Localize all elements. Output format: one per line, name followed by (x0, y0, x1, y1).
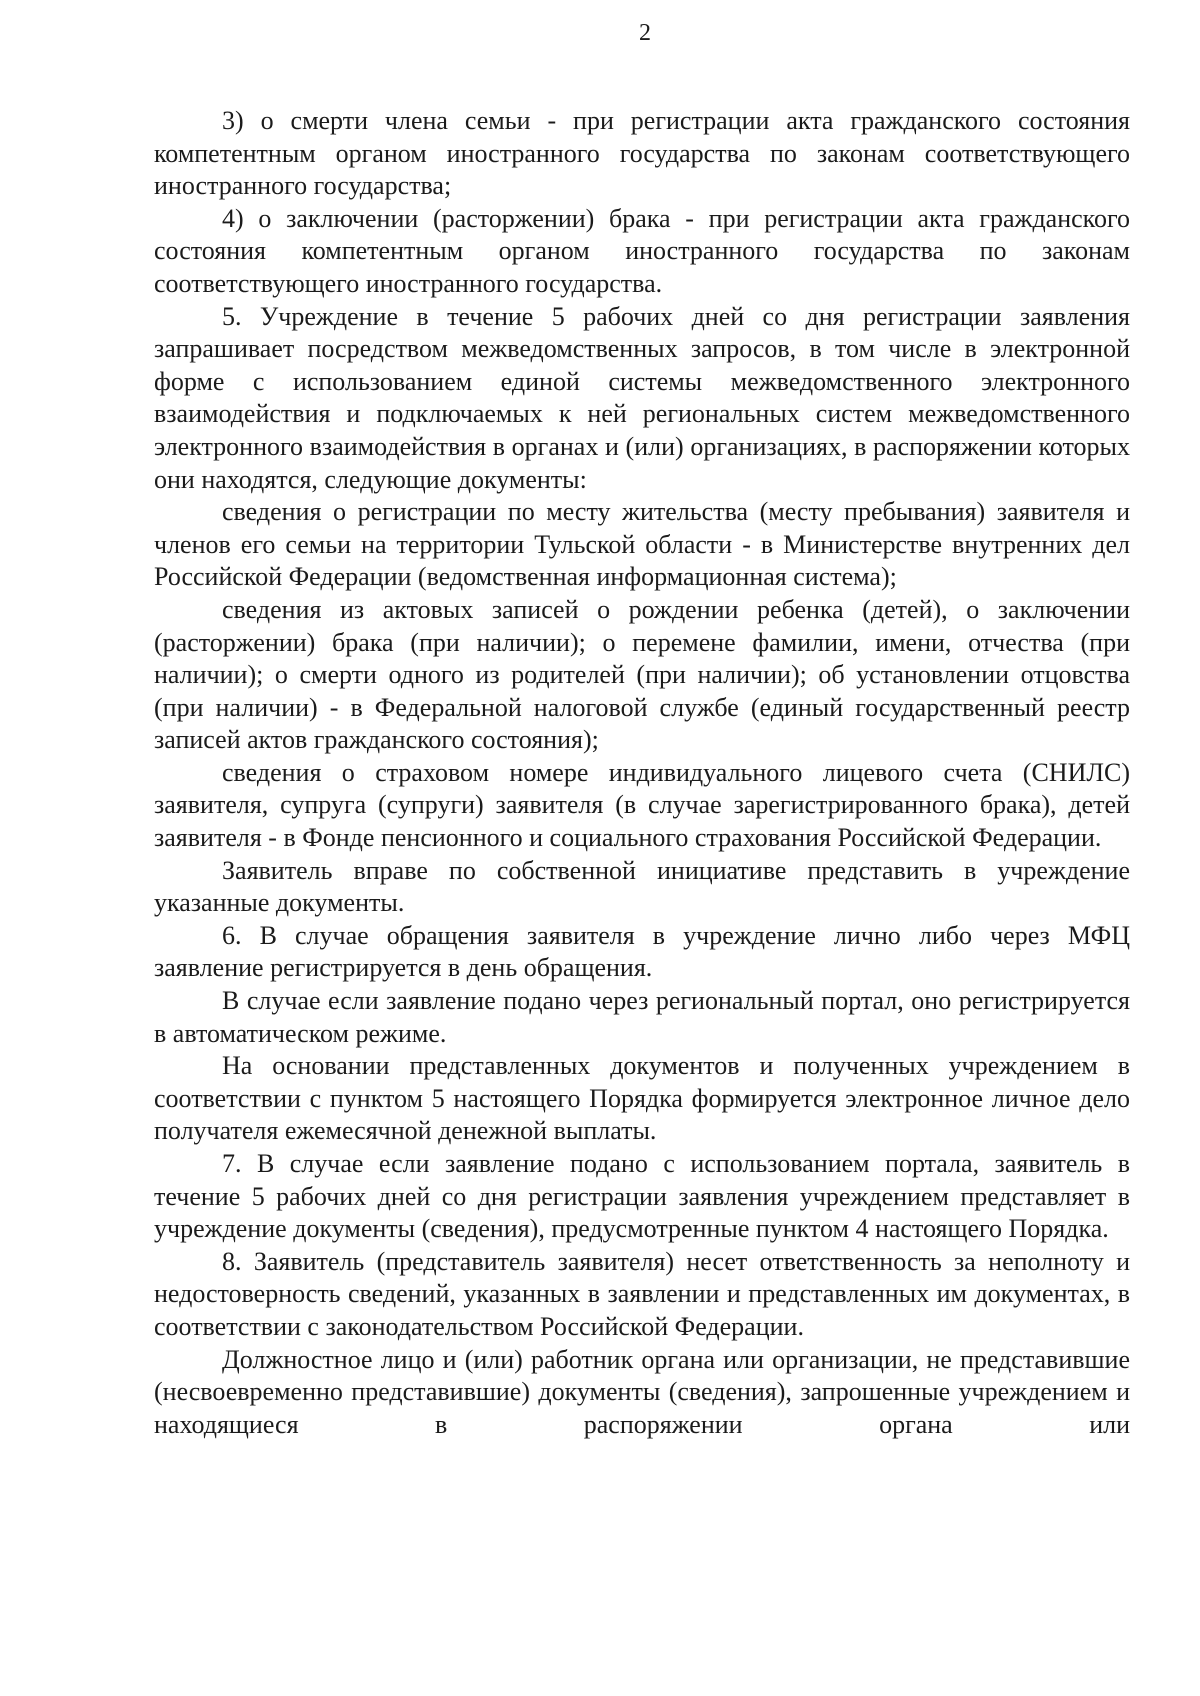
paragraph-clause-8: 8. Заявитель (представитель заявителя) несет ответственность за неполноту и недостоверность сведений, указанных в заявлении и представленных им документах, в соответствии с законодательством Российской Федерации. (154, 1246, 1130, 1341)
paragraph-item-4-marriage: 4) о заключении (расторжении) брака - при регистрации акта гражданского состояния компетентным органом иностранного государства по законам соответствующего иностранного государства. (154, 203, 1130, 298)
document-body (154, 105, 1130, 1441)
paragraph-personal-file: На основании представленных документов и полученных учреждением в соответствии с пунктом 5 настоящего Порядка формируется электронное личное дело получателя ежемесячной денежной выплаты. (154, 1051, 1130, 1146)
paragraph-civil-records: сведения из актовых записей о рождении ребенка (детей), о заключении (расторжении) брака (при наличии); о перемене фамилии, имени, отчества (при наличии); о смерти одного из родителей (при наличии); об установлении отцовства (при наличии) - в Федеральной налоговой службе (единый государственный реестр записей актов гражданского состояния); (154, 594, 1130, 755)
paragraph-official-liability: Должностное лицо и (или) работник органа или организации, не представившие (несвоевременно представившие) документы (сведения), запрошенные учреждением и находящиеся в распоряжении органа или (154, 1344, 1130, 1439)
paragraph-clause-5: 5. Учреждение в течение 5 рабочих дней со дня регистрации заявления запрашивает посредством межведомственных запросов, в том числе в электронной форме с использованием единой системы межведомственного электронного взаимодействия и подключаемых к ней региональных систем межведомственного электронного взаимодействия в органах и (или) организациях, в распоряжении которых они находятся, следующие документы: (154, 301, 1130, 494)
paragraph-clause-6: 6. В случае обращения заявителя в учреждение лично либо через МФЦ заявление регистрируется в день обращения. (154, 920, 1130, 983)
paragraph-residence-info: сведения о регистрации по месту жительства (месту пребывания) заявителя и членов его семьи на территории Тульской области - в Министерстве внутренних дел Российской Федерации (ведомственная информационная система); (154, 497, 1130, 592)
paragraph-snils: сведения о страховом номере индивидуального лицевого счета (СНИЛС) заявителя, супруга (супруги) заявителя (в случае зарегистрированного брака), детей заявителя - в Фонде пенсионного и социального страхования Российской Федерации. (154, 757, 1130, 853)
page-number: 2 (639, 20, 651, 46)
paragraph-item-3-death: 3) о смерти члена семьи - при регистрации акта гражданского состояния компетентным органом иностранного государства по законам соответствующего иностранного государства; (154, 106, 1130, 201)
paragraph-regional-portal: В случае если заявление подано через региональный портал, оно регистрируется в автоматическом режиме. (154, 986, 1130, 1048)
paragraph-own-initiative: Заявитель вправе по собственной инициативе представить в учреждение указанные документы. (154, 855, 1130, 918)
paragraph-clause-7: 7. В случае если заявление подано с использованием портала, заявитель в течение 5 рабочих дней со дня регистрации заявления учреждением представляет в учреждение документы (сведения), предусмотренные пунктом 4 настоящего Порядка. (154, 1149, 1130, 1244)
